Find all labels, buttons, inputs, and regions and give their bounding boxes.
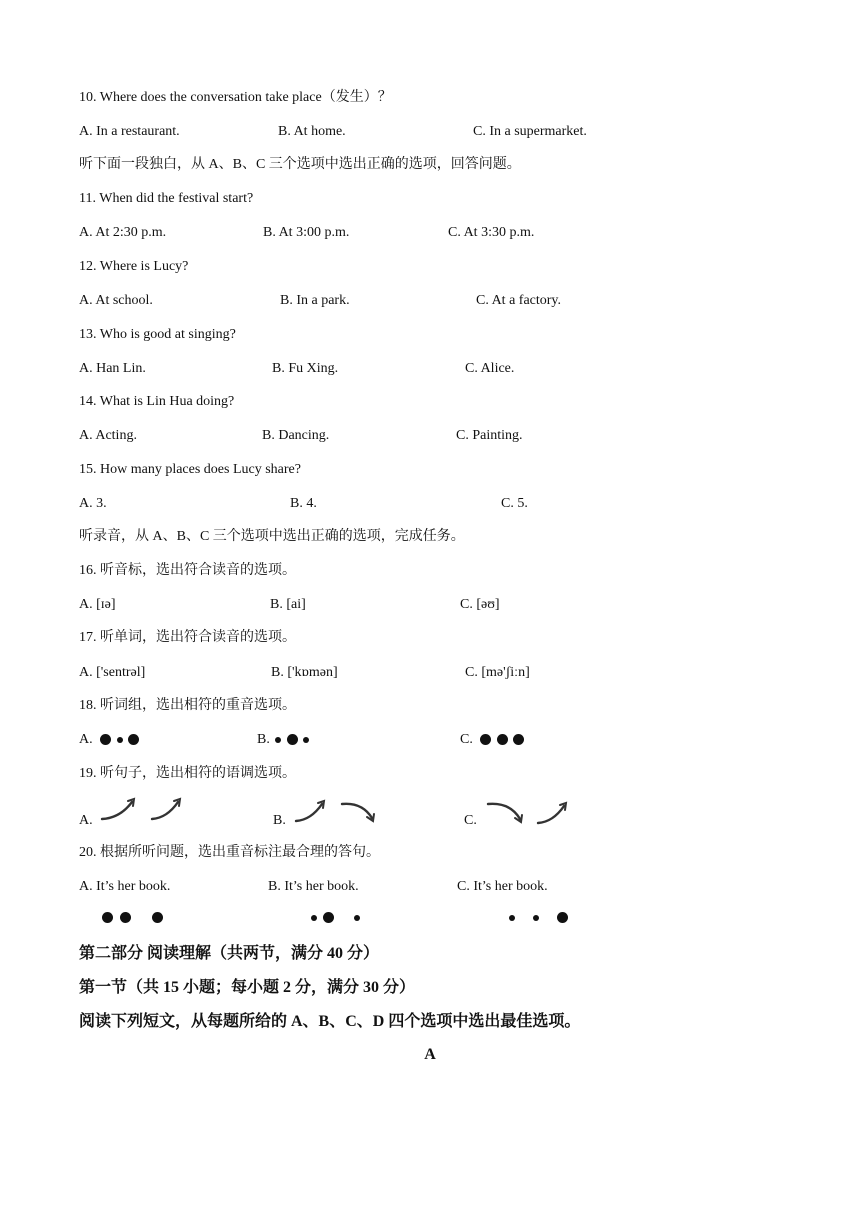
- stress-dot-strong: [323, 912, 334, 923]
- stress-dot-strong: [100, 734, 111, 745]
- q18-option-a-label: A.: [79, 732, 93, 747]
- q11-option-c[interactable]: C. At 3:30 p.m.: [448, 225, 535, 240]
- q19-option-a[interactable]: A.: [79, 813, 93, 828]
- stress-dot-weak: [533, 915, 539, 921]
- q14-option-b[interactable]: B. Dancing.: [262, 428, 330, 443]
- q20-option-c[interactable]: C. It’s her book.: [457, 879, 548, 894]
- stress-dot-weak: [117, 737, 123, 743]
- question-17: 17. 听单词，选出符合读音的选项。: [79, 630, 296, 645]
- q19-option-c[interactable]: C.: [464, 813, 477, 828]
- q20-option-a[interactable]: A. It’s her book.: [79, 879, 171, 894]
- rising-intonation-icon: [150, 796, 184, 822]
- q15-option-b[interactable]: B. 4.: [290, 496, 317, 511]
- q10-option-b[interactable]: B. At home.: [278, 124, 346, 139]
- question-11: 11. When did the festival start?: [79, 191, 254, 206]
- stress-dot-strong: [102, 912, 113, 923]
- q12-option-a[interactable]: A. At school.: [79, 293, 153, 308]
- stress-dot-strong: [557, 912, 568, 923]
- q13-option-a[interactable]: A. Han Lin.: [79, 361, 146, 376]
- q15-option-a[interactable]: A. 3.: [79, 496, 107, 511]
- stress-dot-weak: [311, 915, 317, 921]
- falling-intonation-icon: [486, 800, 524, 826]
- stress-dot-weak: [303, 737, 309, 743]
- question-15: 15. How many places does Lucy share?: [79, 462, 301, 477]
- q18-option-a[interactable]: [79, 731, 139, 749]
- section-2-instruction: 阅读下列短文，从每题所给的 A、B、C、D 四个选项中选出最佳选项。: [79, 1013, 581, 1030]
- q14-option-c[interactable]: C. Painting.: [456, 428, 523, 443]
- q20-option-b[interactable]: B. It’s her book.: [268, 879, 359, 894]
- passage-label: A: [424, 1046, 436, 1063]
- q18-option-b[interactable]: [257, 731, 309, 749]
- q10-option-c[interactable]: C. In a supermarket.: [473, 124, 587, 139]
- stress-dot-strong: [128, 734, 139, 745]
- rising-intonation-icon: [100, 796, 138, 822]
- section-2-part-1: 第一节（共 15 小题；每小题 2 分，满分 30 分）: [79, 979, 416, 996]
- instruction-recording: 听录音，从 A、B、C 三个选项中选出正确的选项，完成任务。: [79, 529, 465, 544]
- stress-dot-weak: [509, 915, 515, 921]
- instruction-monologue: 听下面一段独白，从 A、B、C 三个选项中选出正确的选项，回答问题。: [79, 157, 521, 172]
- question-20: 20. 根据所听问题，选出重音标注最合理的答句。: [79, 845, 380, 860]
- q10-option-a[interactable]: A. In a restaurant.: [79, 124, 180, 139]
- q16-option-b[interactable]: B. [ai]: [270, 597, 306, 612]
- q11-option-b[interactable]: B. At 3:00 p.m.: [263, 225, 350, 240]
- question-19: 19. 听句子，选出相符的语调选项。: [79, 766, 296, 781]
- q16-option-a[interactable]: A. [ɪə]: [79, 597, 116, 612]
- question-14: 14. What is Lin Hua doing?: [79, 394, 235, 409]
- q17-option-c[interactable]: C. [mə'ʃiːn]: [465, 665, 530, 680]
- stress-dot-strong: [497, 734, 508, 745]
- question-10: 10. Where does the conversation take place（发生）？: [79, 90, 392, 105]
- q18-option-c[interactable]: [460, 731, 524, 749]
- question-13: 13. Who is good at singing?: [79, 327, 236, 342]
- section-2-title: 第二部分 阅读理解（共两节，满分 40 分）: [79, 945, 380, 962]
- q12-option-c[interactable]: C. At a factory.: [476, 293, 562, 308]
- q11-option-a[interactable]: A. At 2:30 p.m.: [79, 225, 167, 240]
- stress-dot-weak: [354, 915, 360, 921]
- question-16: 16. 听音标，选出符合读音的选项。: [79, 563, 296, 578]
- question-18: 18. 听词组，选出相符的重音选项。: [79, 698, 296, 713]
- question-12: 12. Where is Lucy?: [79, 259, 189, 274]
- falling-intonation-icon: [340, 800, 376, 824]
- stress-dot-strong: [120, 912, 131, 923]
- stress-dot-strong: [287, 734, 298, 745]
- q13-option-b[interactable]: B. Fu Xing.: [272, 361, 339, 376]
- rising-intonation-icon: [536, 800, 570, 826]
- stress-dot-weak: [275, 737, 281, 743]
- q18-option-b-label: B.: [257, 732, 270, 747]
- stress-dot-strong: [513, 734, 524, 745]
- q13-option-c[interactable]: C. Alice.: [465, 361, 515, 376]
- q12-option-b[interactable]: B. In a park.: [280, 293, 350, 308]
- stress-dot-strong: [480, 734, 491, 745]
- q15-option-c[interactable]: C. 5.: [501, 496, 528, 511]
- q14-option-a[interactable]: A. Acting.: [79, 428, 137, 443]
- q17-option-a[interactable]: A. ['sentrəl]: [79, 665, 146, 680]
- rising-intonation-icon: [294, 798, 328, 824]
- q18-option-c-label: C.: [460, 732, 473, 747]
- q19-option-b[interactable]: B.: [273, 813, 286, 828]
- q17-option-b[interactable]: B. ['kɒmən]: [271, 665, 338, 680]
- q16-option-c[interactable]: C. [əʊ]: [460, 597, 500, 612]
- stress-dot-strong: [152, 912, 163, 923]
